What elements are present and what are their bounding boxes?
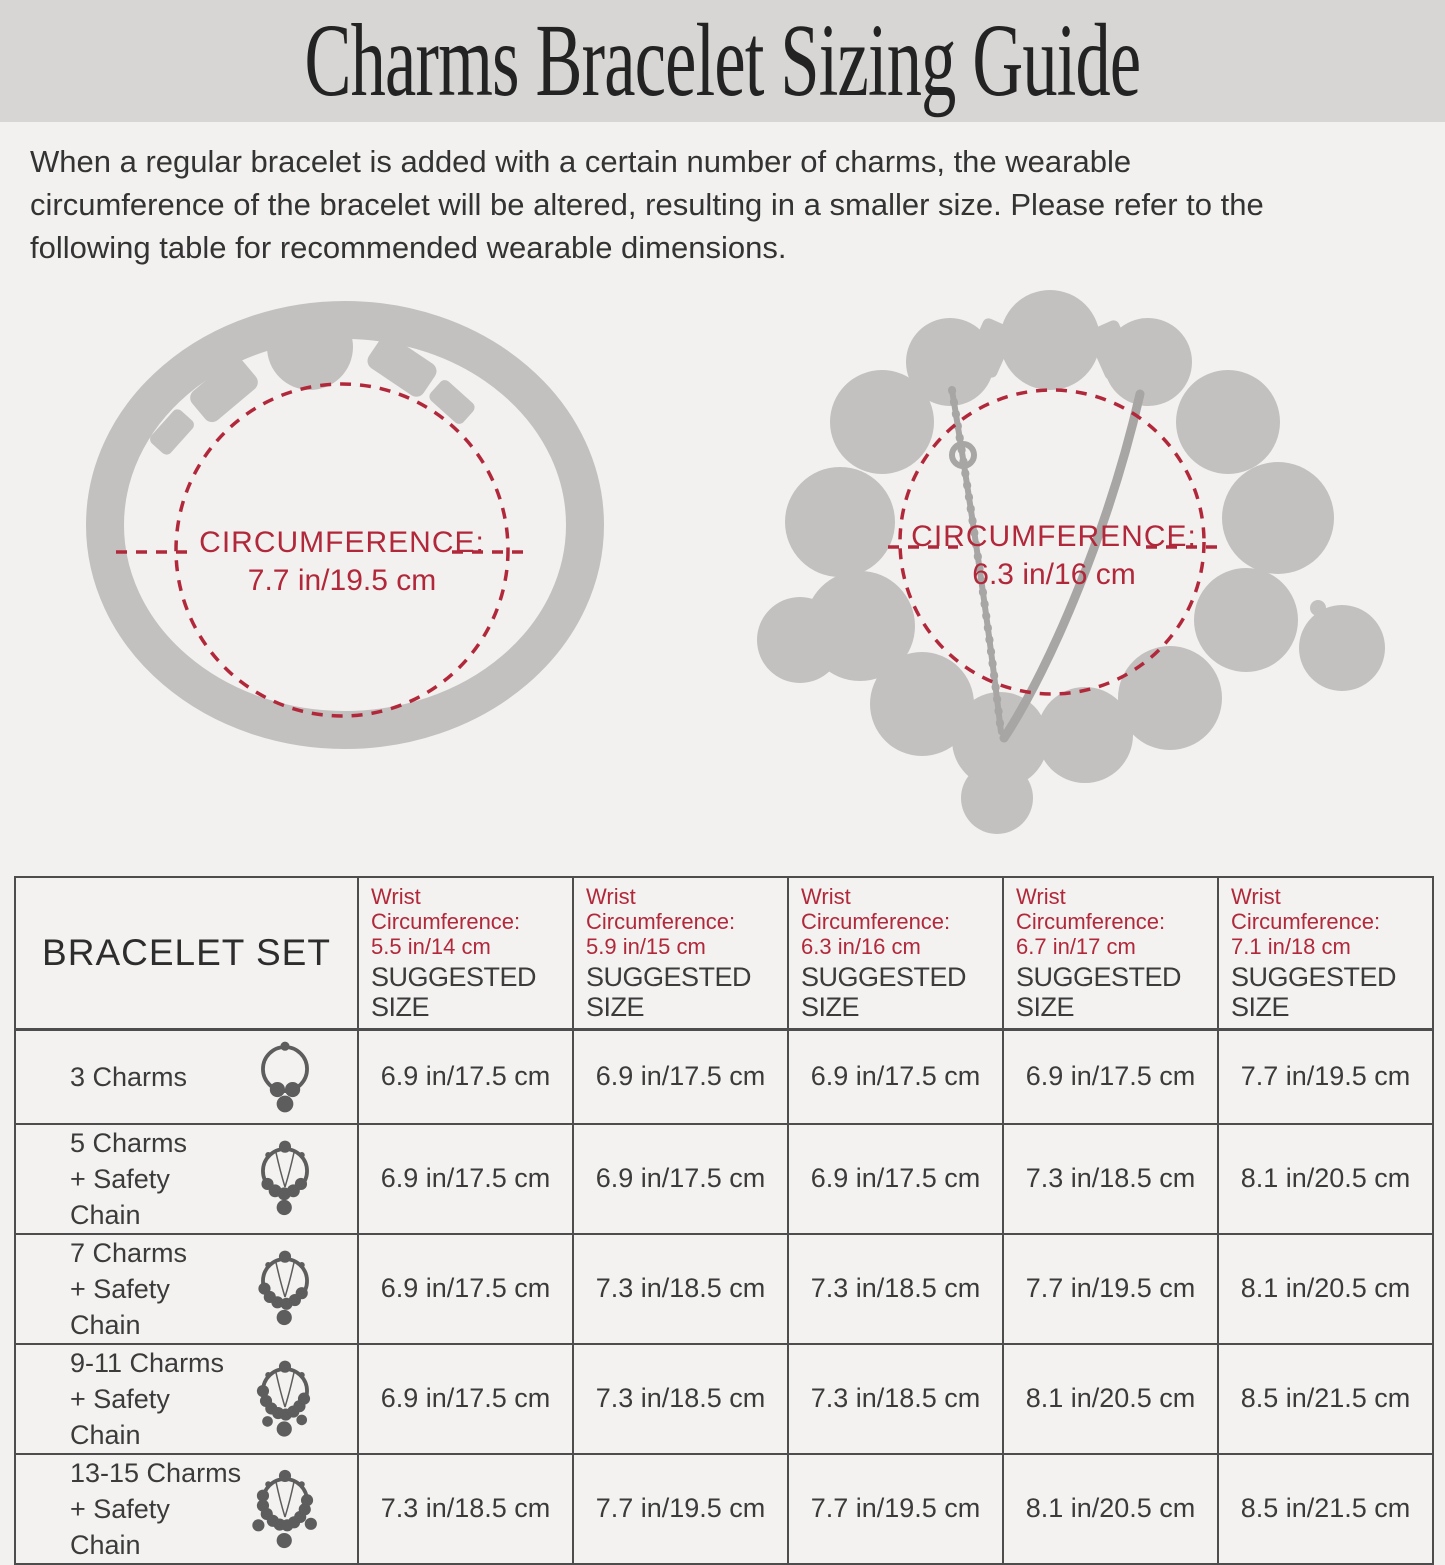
bracelet-set-cell bbox=[15, 1454, 358, 1564]
size-cell: 7.3 in/18.5 cm bbox=[573, 1344, 788, 1454]
size-cell: 6.9 in/17.5 cm bbox=[1003, 1030, 1218, 1124]
circumference-value: 7.7 in/19.5 cm bbox=[247, 564, 437, 597]
circumference-label: CIRCUMFERENCE: bbox=[199, 526, 485, 559]
row-label: 3 Charms bbox=[70, 1061, 188, 1092]
size-cell: 8.1 in/20.5 cm bbox=[1003, 1344, 1218, 1454]
size-cell: 7.3 in/18.5 cm bbox=[788, 1344, 1003, 1454]
charm-bracelet-circumference-annotation bbox=[879, 518, 1229, 594]
dangle-charm bbox=[1299, 600, 1385, 691]
table-row bbox=[15, 1454, 1433, 1564]
size-cell: 6.9 in/17.5 cm bbox=[358, 1234, 573, 1344]
size-cell: 8.1 in/20.5 cm bbox=[1218, 1234, 1433, 1344]
wrist-circumference-label: Wrist Circumference: 5.9 in/15 cm bbox=[586, 884, 736, 959]
size-cell: 6.9 in/17.5 cm bbox=[358, 1344, 573, 1454]
size-cell: 7.7 in/19.5 cm bbox=[788, 1454, 1003, 1564]
wrist-circumference-label: Wrist Circumference: 6.7 in/17 cm bbox=[1016, 884, 1166, 959]
size-cell: 7.7 in/19.5 cm bbox=[1218, 1030, 1433, 1124]
row-label: 7 Charms + Safety Chain bbox=[70, 1237, 188, 1340]
circumference-value: 6.3 in/16 cm bbox=[972, 558, 1136, 591]
size-cell: 7.3 in/18.5 cm bbox=[358, 1454, 573, 1564]
size-cell: 6.9 in/17.5 cm bbox=[358, 1124, 573, 1234]
size-cell: 8.5 in/21.5 cm bbox=[1218, 1454, 1433, 1564]
wrist-circumference-header bbox=[358, 877, 573, 1030]
size-cell: 7.7 in/19.5 cm bbox=[573, 1454, 788, 1564]
sizing-table bbox=[14, 876, 1434, 1565]
wrist-circumference-header bbox=[1003, 877, 1218, 1030]
plain-bracelet-circumference-annotation bbox=[167, 524, 517, 600]
bracelet-set-cell bbox=[15, 1344, 358, 1454]
row-label: 5 Charms + Safety Chain bbox=[70, 1127, 188, 1230]
intro-paragraph bbox=[30, 140, 1430, 269]
wrist-circumference-label: Wrist Circumference: 5.5 in/14 cm bbox=[371, 884, 521, 959]
size-cell: 7.3 in/18.5 cm bbox=[1003, 1124, 1218, 1234]
suggested-size-label: SUGGESTED SIZE bbox=[371, 962, 537, 1022]
bracelet-13-15-charms-icon bbox=[247, 1465, 323, 1553]
table-row bbox=[15, 1234, 1433, 1344]
size-cell: 7.3 in/18.5 cm bbox=[573, 1234, 788, 1344]
size-cell: 6.9 in/17.5 cm bbox=[573, 1124, 788, 1234]
clasp-bead bbox=[267, 304, 353, 390]
suggested-size-label: SUGGESTED SIZE bbox=[1231, 962, 1397, 1022]
table-row bbox=[15, 1124, 1433, 1234]
intro-line: following table for recommended wearable dimensions. bbox=[30, 230, 787, 265]
wrist-circumference-header bbox=[573, 877, 788, 1030]
bracelet-set-cell bbox=[15, 1234, 358, 1344]
bracelet-set-header: BRACELET SET bbox=[15, 877, 358, 1030]
plain-bracelet-illustration bbox=[105, 304, 585, 730]
circumference-label: CIRCUMFERENCE: bbox=[911, 520, 1197, 553]
row-label: 13-15 Charms + Safety Chain bbox=[70, 1457, 242, 1560]
suggested-size-label: SUGGESTED SIZE bbox=[801, 962, 967, 1022]
wrist-circumference-header bbox=[788, 877, 1003, 1030]
size-cell: 6.9 in/17.5 cm bbox=[358, 1030, 573, 1124]
intro-line: When a regular bracelet is added with a certain number of charms, the wearable bbox=[30, 144, 1132, 179]
table-header-row bbox=[15, 877, 1433, 1030]
wrist-circumference-label: Wrist Circumference: 7.1 in/18 cm bbox=[1231, 884, 1381, 959]
bracelet-9-11-charms-icon bbox=[247, 1355, 323, 1443]
table-row bbox=[15, 1030, 1433, 1124]
size-cell: 6.9 in/17.5 cm bbox=[788, 1030, 1003, 1124]
bracelet-set-cell bbox=[15, 1030, 358, 1124]
band-clip bbox=[427, 378, 477, 427]
page-title: Charms Bracelet Sizing Guide bbox=[304, 3, 1141, 119]
size-cell: 7.7 in/19.5 cm bbox=[1003, 1234, 1218, 1344]
bracelet-7-charms-icon bbox=[247, 1245, 323, 1333]
size-cell: 6.9 in/17.5 cm bbox=[573, 1030, 788, 1124]
suggested-size-label: SUGGESTED SIZE bbox=[586, 962, 752, 1022]
bracelet-3-charms-icon bbox=[247, 1033, 323, 1121]
suggested-size-label: SUGGESTED SIZE bbox=[1016, 962, 1182, 1022]
intro-line: circumference of the bracelet will be altered, resulting in a smaller size. Please refer to the bbox=[30, 187, 1264, 222]
bracelet-5-charms-icon bbox=[247, 1135, 323, 1223]
size-cell: 8.1 in/20.5 cm bbox=[1218, 1124, 1433, 1234]
title-banner bbox=[0, 0, 1445, 122]
table-row bbox=[15, 1344, 1433, 1454]
size-cell: 8.5 in/21.5 cm bbox=[1218, 1344, 1433, 1454]
row-label: 9-11 Charms + Safety Chain bbox=[70, 1347, 225, 1450]
size-cell: 7.3 in/18.5 cm bbox=[788, 1234, 1003, 1344]
bracelet-set-cell bbox=[15, 1124, 358, 1234]
wrist-circumference-header bbox=[1218, 877, 1433, 1030]
size-cell: 8.1 in/20.5 cm bbox=[1003, 1454, 1218, 1564]
wrist-circumference-label: Wrist Circumference: 6.3 in/16 cm bbox=[801, 884, 951, 959]
size-cell: 6.9 in/17.5 cm bbox=[788, 1124, 1003, 1234]
